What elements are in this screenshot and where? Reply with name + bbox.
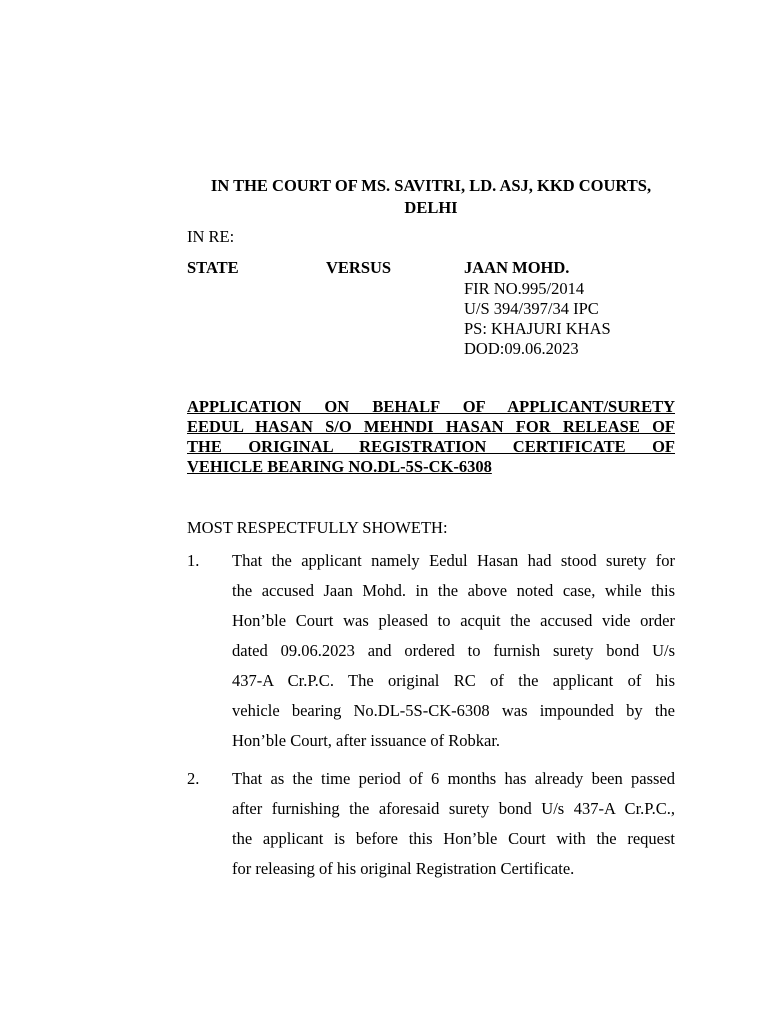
showeth-heading: MOST RESPECTFULLY SHOWETH: — [187, 518, 448, 537]
court-title-line-2: DELHI — [404, 198, 458, 217]
application-heading-line: THE ORIGINAL REGISTRATION CERTIFICATE OF — [187, 437, 675, 456]
party-versus: VERSUS — [326, 258, 392, 277]
paragraph-text — [232, 551, 675, 761]
paragraph-line: vehicle bearing No.DL-5S-CK-6308 was impounded by the — [232, 701, 675, 720]
paragraph-line: 437-A Cr.P.C. The original RC of the applicant of his — [232, 671, 675, 690]
application-heading-line: VEHICLE BEARING NO.DL-5S-CK-6308 — [187, 457, 492, 476]
court-title-line-1: IN THE COURT OF MS. SAVITRI, LD. ASJ, KKD COURTS, — [210, 176, 652, 195]
police-station: PS: KHAJURI KHAS — [464, 319, 611, 338]
court-title — [187, 175, 675, 219]
paragraph-line: Hon’ble Court, after issuance of Robkar. — [232, 731, 501, 750]
paragraph-number: 2. — [187, 769, 200, 788]
case-details — [464, 279, 611, 359]
party-accused: JAAN MOHD. — [464, 258, 570, 277]
application-heading-line: EEDUL HASAN S/O MEHNDI HASAN FOR RELEASE OF — [187, 417, 675, 436]
paragraph-line: dated 09.06.2023 and ordered to furnish surety bond U/s — [232, 641, 675, 660]
date-of-decision: DOD:09.06.2023 — [464, 339, 579, 358]
sections: U/S 394/397/34 IPC — [464, 299, 599, 318]
paragraph-line: the accused Jaan Mohd. in the above noted case, while this — [232, 581, 675, 600]
paragraph-number: 1. — [187, 551, 200, 570]
paragraph-line: That the applicant namely Eedul Hasan had stood surety for — [232, 551, 675, 570]
paragraph-line: Hon’ble Court was pleased to acquit the accused vide order — [232, 611, 675, 630]
application-heading-line: APPLICATION ON BEHALF OF APPLICANT/SURETY — [187, 397, 675, 416]
application-heading — [187, 397, 675, 477]
party-state: STATE — [187, 258, 239, 277]
paragraph-text — [232, 769, 675, 889]
paragraph-line: That as the time period of 6 months has already been passed — [232, 769, 675, 788]
paragraph-line: for releasing of his original Registration Certificate. — [232, 859, 575, 878]
in-re-label: IN RE: — [187, 227, 235, 246]
paragraph-line: after furnishing the aforesaid surety bond U/s 437-A Cr.P.C., — [232, 799, 675, 818]
paragraph-line: the applicant is before this Hon’ble Court with the request — [232, 829, 675, 848]
fir-number: FIR NO.995/2014 — [464, 279, 585, 298]
